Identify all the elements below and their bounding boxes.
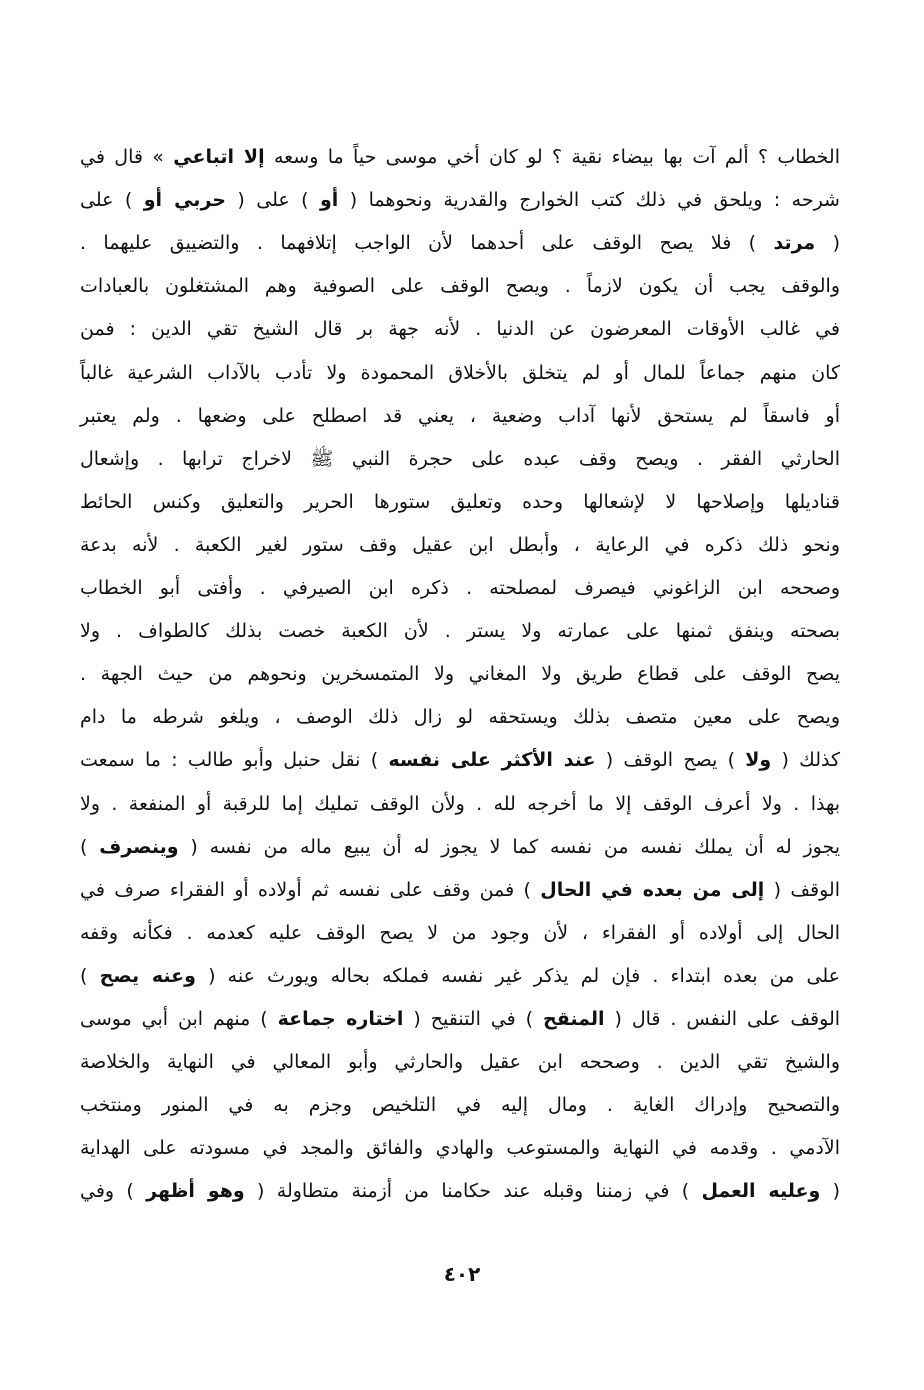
text-segment: الحال إلى أولاده أو الفقراء ، لأن وجود من لا يصح الوقف عليه كعدمه . فكأنه وقفه [80, 921, 840, 944]
text-line [80, 745, 840, 775]
text-segment: ( [815, 232, 840, 255]
bold-text-segment: وعنه يصح [99, 964, 196, 987]
text-segment: ) على ( [225, 189, 320, 212]
text-line [80, 961, 840, 991]
text-segment: ) على [80, 189, 144, 212]
text-line [80, 918, 840, 948]
text-segment: ) فلا يصح الوقف على أحدهما لأن الواجب إتلافهما . والتضييق عليهما . [80, 232, 774, 255]
text-line [80, 875, 840, 905]
text-line [80, 185, 840, 215]
text-segment: والوقف يجب أن يكون لازماً . ويصح الوقف على الصوفية وهم المشتغلون بالعبادات [80, 275, 840, 298]
text-segment: الوقف ( [764, 878, 840, 901]
text-segment: ) نقل حنبل وأبو طالب : ما سمعت [80, 749, 389, 772]
bold-text-segment: مرتد [773, 232, 816, 255]
bold-text-segment: إلى من بعده في الحال [540, 878, 765, 901]
text-segment: الحارثي الفقر . ويصح وقف عبده على حجرة النبي ﷺ لاخراج ترابها . وإشعال [80, 447, 840, 470]
text-line [80, 530, 840, 560]
text-segment: ) في التنقيح ( [403, 1008, 544, 1030]
text-line [80, 1176, 840, 1206]
text-line [80, 401, 840, 431]
text-segment: ) يصح الوقف ( [595, 749, 746, 772]
text-segment: ونحو ذلك ذكره في الرعاية ، وأبطل ابن عقيل وقف ستور لغير الكعبة . لأنه بدعة [80, 533, 840, 556]
text-segment: ( [820, 1180, 840, 1203]
text-segment: » قال في [80, 146, 174, 168]
bold-text-segment: المنقح [543, 1008, 605, 1030]
text-segment: والتصحيح وإدراك الغاية . ومال إليه في التلخيص وجزم به في المنور ومنتخب [80, 1094, 840, 1117]
text-segment: ) فمن وقف على نفسه ثم أولاده أو الفقراء صرف في [80, 878, 541, 901]
text-segment: الآدمي . وقدمه في النهاية والمستوعب والهادي والفائق والمجد في مسودته على الهداية [80, 1137, 840, 1160]
text-line [80, 487, 840, 517]
bold-text-segment: أو [319, 189, 339, 212]
text-segment: الخطاب ؟ ألم آت بها بيضاء نقية ؟ لو كان أخي موسى حياً ما وسعه [264, 146, 841, 168]
bold-text-segment: اختاره جماعة [277, 1008, 404, 1030]
bold-text-segment: ولا [745, 749, 772, 772]
text-line [80, 228, 840, 258]
text-segment: على من بعده ابتداء . فإن لم يذكر غير نفسه فملكه بحاله ويورث عنه ( [195, 964, 840, 987]
bold-text-segment: حربي أو [143, 189, 226, 212]
text-segment: والشيخ تقي الدين . وصححه ابن عقيل والحارثي وأبو المعالي في النهاية والخلاصة [80, 1051, 840, 1074]
text-line [80, 659, 840, 689]
text-line [80, 142, 840, 172]
text-line [80, 314, 840, 344]
bold-text-segment: وعليه العمل [701, 1180, 821, 1203]
text-segment: ) في زمننا وقبله عند حكامنا من أزمنة متطاولة ( [244, 1180, 702, 1203]
text-line [80, 1090, 840, 1120]
text-line [80, 789, 840, 819]
text-line [80, 1004, 840, 1034]
text-segment: أو فاسقاً لم يستحق لأنها آداب وضعية ، يعني قد اصطلح على وضعها . ولم يعتبر [80, 404, 840, 427]
text-line [80, 573, 840, 603]
text-line [80, 616, 840, 646]
text-segment: كان منهم جماعاً للمال أو لم يتخلق بالأخلاق المحمودة ولا تأدب بالآداب الشرعية غالباً [80, 361, 840, 384]
text-segment: قناديلها وإصلاحها لا لإشعالها وحده وتعليق ستورها الحرير والتعليق وكنس الحائط [80, 490, 840, 513]
text-line [80, 702, 840, 732]
text-segment: بصحته وينفق ثمنها على عمارته ولا يستر . لأن الكعبة خصت بذلك كالطواف . ولا [80, 620, 840, 643]
text-line [80, 271, 840, 301]
bold-text-segment: إلا اتباعي [173, 146, 265, 168]
page-number: ٤٠٢ [443, 1262, 481, 1286]
text-segment: شرحه : ويلحق في ذلك كتب الخوارج والقدرية ونحوهما ( [338, 189, 840, 212]
text-segment: يصح الوقف على قطاع طريق ولا المغاني ولا المتمسخرين ونحوهم من حيث الجهة . [80, 663, 840, 686]
text-line [80, 358, 840, 388]
text-segment: بهذا . ولا أعرف الوقف إلا ما أخرجه لله . ولأن الوقف تمليك إما للرقبة أو المنفعة . ولا [80, 792, 840, 815]
bold-text-segment: وينصرف [99, 835, 179, 858]
text-line [80, 444, 840, 474]
bold-text-segment: عند الأكثر على نفسه [388, 749, 596, 772]
text-segment: وصححه ابن الزاغوني فيصرف لمصلحته . ذكره ابن الصيرفي . وأفتى أبو الخطاب [80, 577, 840, 599]
text-line [80, 1133, 840, 1163]
text-segment: الوقف على النفس . قال ( [604, 1008, 841, 1030]
text-segment: ويصح على معين متصف بذلك ويستحقه لو زال ذلك الوصف ، ويلغو شرطه ما دام [80, 706, 840, 729]
text-segment: ) منهم ابن أبي موسى [80, 1008, 278, 1030]
text-line [80, 832, 840, 862]
text-line [80, 1047, 840, 1077]
bold-text-segment: وهو أظهر [146, 1180, 245, 1203]
text-segment: ) [80, 964, 100, 987]
text-segment: في غالب الأوقات المعرضون عن الدنيا . لأنه جهة بر قال الشيخ تقي الدين : فمن [80, 318, 840, 341]
text-segment: كذلك ( [771, 749, 840, 772]
text-segment: ) وفي [80, 1180, 147, 1203]
text-segment: يجوز له أن يملك نفسه من نفسه كما لا يجوز له أن يبيع ماله من نفسه ( [178, 835, 841, 858]
text-segment: ) [80, 835, 100, 858]
